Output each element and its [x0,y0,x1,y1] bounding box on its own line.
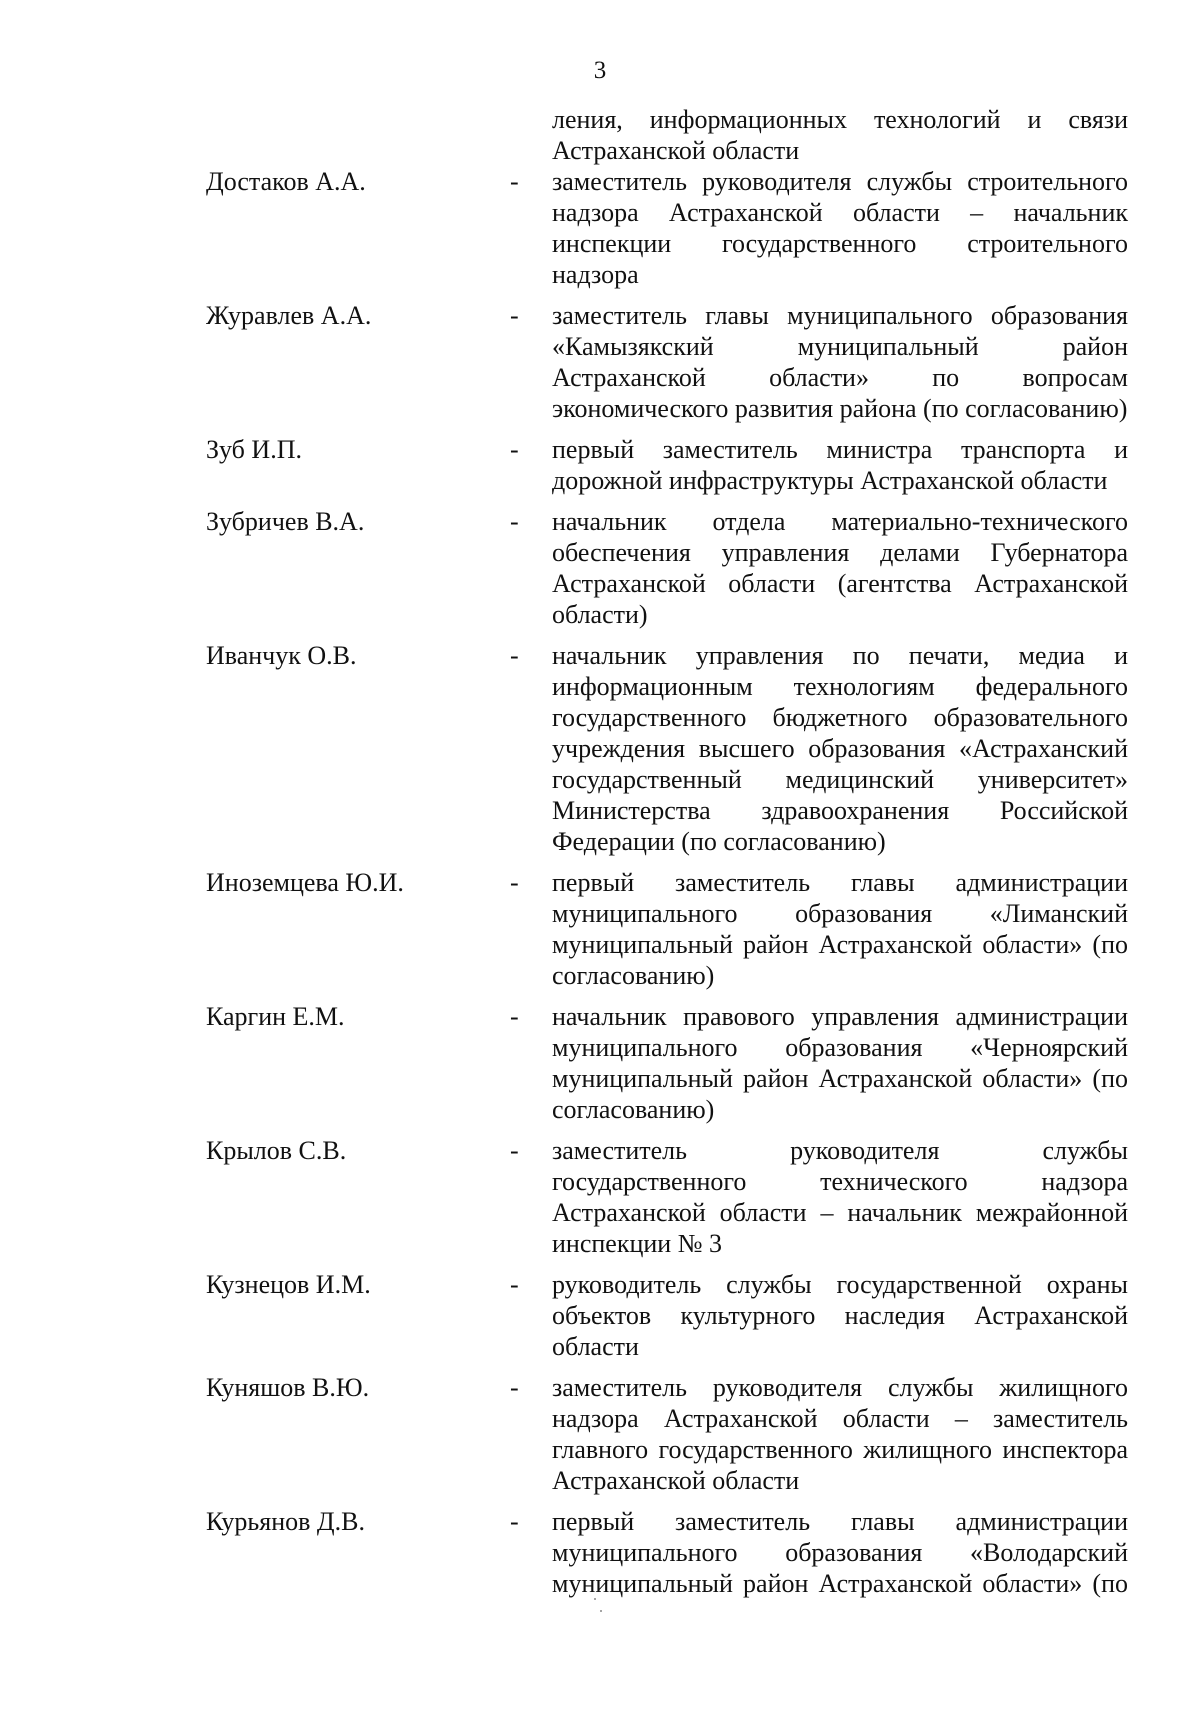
position-description: начальник управления по печати, медиа и информационным технологиям федерального государственного бюджетного образовательного учреждения высшего образования «Астраханский государственный медицинский университет» Министерства здравоохранения Российской Федерации (по согласованию) [552,641,1128,856]
person-name: Иванчук О.В. [206,641,357,670]
person-name: Журавлев А.А. [206,301,372,330]
list-item [206,166,1128,290]
list-item [206,506,1128,630]
person-name: Достаков А.А. [206,167,366,196]
separator-dash: - [510,1270,519,1299]
person-name: Куняшов В.Ю. [206,1373,370,1402]
position-description: заместитель руководителя службы строительного надзора Астраханской области – начальник инспекции государственного строительного надзора [552,167,1128,289]
list-item [206,1001,1128,1125]
list-item [206,640,1128,857]
separator-dash: - [510,1002,519,1031]
position-description: заместитель руководителя службы государственного технического надзора Астраханской области – начальник межрайонной инспекции № 3 [552,1136,1128,1258]
position-description: начальник правового управления администрации муниципального образования «Черноярский муниципальный район Астраханской области» (по согласованию) [552,1002,1128,1124]
separator-dash: - [510,507,519,536]
list-item [206,300,1128,424]
list-item [206,1269,1128,1362]
person-name: Кузнецов И.М. [206,1270,371,1299]
scan-speck [594,1598,596,1600]
list-item [206,1506,1128,1599]
continued-description: ления, информационных технологий и связи Астраханской области [552,105,1128,165]
separator-dash: - [510,868,519,897]
person-name: Курьянов Д.В. [206,1507,365,1536]
list-item [206,434,1128,496]
position-description: руководитель службы государственной охраны объектов культурного наследия Астраханской области [552,1270,1128,1361]
position-description: заместитель главы муниципального образования «Камызякский муниципальный район Астраханской области» по вопросам экономического развития района (по согласованию) [552,301,1128,423]
position-description: первый заместитель главы администрации муниципального образования «Володарский муниципальный район Астраханской области» (по [552,1507,1128,1598]
position-description: первый заместитель министра транспорта и дорожной инфраструктуры Астраханской области [552,435,1128,495]
page-number: 3 [593,57,607,84]
person-name: Каргин Е.М. [206,1002,345,1031]
person-name: Крылов С.В. [206,1136,347,1165]
separator-dash: - [510,641,519,670]
position-description: начальник отдела материально-технического обеспечения управления делами Губернатора Астраханской области (агентства Астраханской области) [552,507,1128,629]
list-item [206,1372,1128,1496]
personnel-list [206,166,1128,1609]
separator-dash: - [510,167,519,196]
scan-speck [600,1610,602,1612]
separator-dash: - [510,435,519,464]
position-description: заместитель руководителя службы жилищного надзора Астраханской области – заместитель главного государственного жилищного инспектора Астраханской области [552,1373,1128,1495]
person-name: Зубричев В.А. [206,507,365,536]
list-item [206,1135,1128,1259]
list-item [206,867,1128,991]
person-name: Зуб И.П. [206,435,302,464]
person-name: Иноземцева Ю.И. [206,868,404,897]
separator-dash: - [510,301,519,330]
separator-dash: - [510,1507,519,1536]
separator-dash: - [510,1136,519,1165]
position-description: первый заместитель главы администрации муниципального образования «Лиманский муниципальный район Астраханской области» (по согласованию) [552,868,1128,990]
separator-dash: - [510,1373,519,1402]
